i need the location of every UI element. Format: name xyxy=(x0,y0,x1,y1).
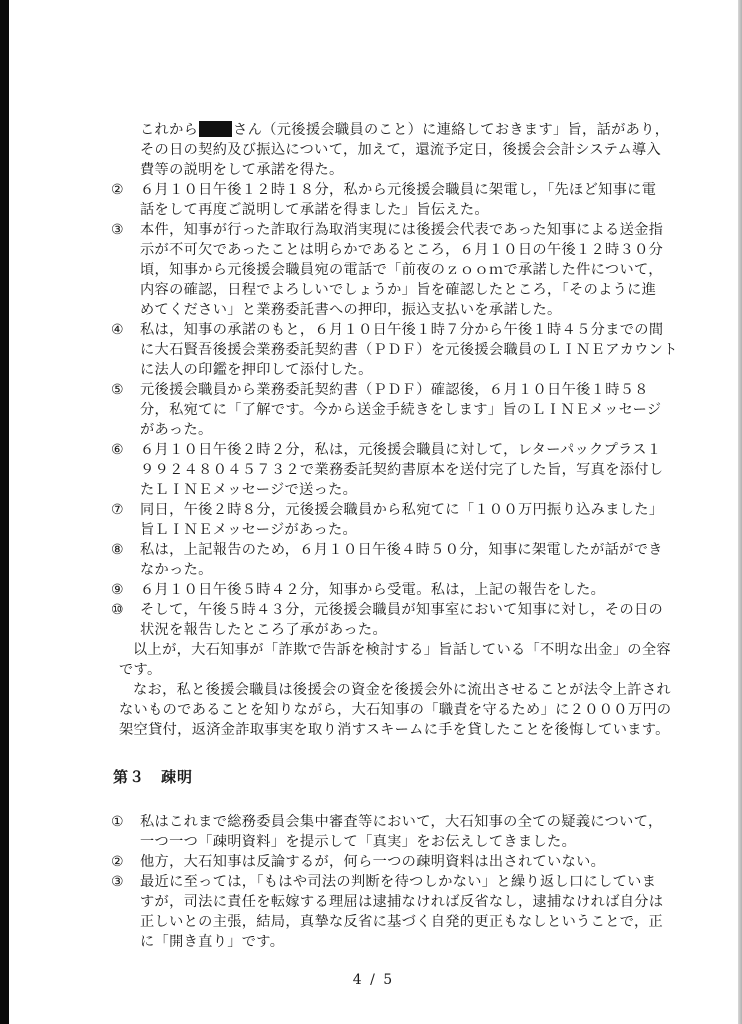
text-line: そして，午後５時４３分，元後援会職員が知事室において知事に対し，その日の xyxy=(140,602,664,618)
text-line: 旨ＬＩＮＥメッセージがあった。 xyxy=(140,522,358,538)
text-line: 他方，大石知事は反論するが，何ら一つの疎明資料は出されていない。 xyxy=(140,854,606,870)
item-marker: ③ xyxy=(111,222,125,238)
scan-edge-left xyxy=(0,0,9,1024)
paragraph-line: 以上が，大石知事が「詐欺で告訴を検討する」旨話している「不明な出金」の全容 xyxy=(133,642,671,658)
item-marker: ① xyxy=(111,814,125,830)
item-marker: ⑧ xyxy=(111,542,125,558)
text-line: 頃，知事から元後援会職員宛の電話で「前夜のｚｏｏｍで承諾した件について， xyxy=(140,262,663,278)
text-line: 同日，午後２時８分，元後援会職員から私宛てに「１００万円振り込みました」 xyxy=(140,502,664,518)
redaction-block xyxy=(199,121,232,137)
paragraph-line: です。 xyxy=(119,662,162,678)
item-marker: ⑤ xyxy=(111,382,125,398)
page-number: 4 / 5 xyxy=(352,972,395,988)
text-line: 本件，知事が行った詐取行為取消実現には後援会代表であった知事による送金指 xyxy=(140,222,664,238)
text-line: に「開き直り」です。 xyxy=(140,934,285,950)
item-marker: ③ xyxy=(111,874,125,890)
item-marker: ⑦ xyxy=(111,502,125,518)
text-line: があった。 xyxy=(140,422,213,438)
text-line: 私は，上記報告のため，６月１０日午後４時５０分，知事に架電したが話ができ xyxy=(140,542,663,558)
text-line: ６月１０日午後５時４２分，知事から受電。私は，上記の報告をした。 xyxy=(140,582,606,598)
item-marker: ⑩ xyxy=(111,602,125,618)
text-line: すが，司法に責任を転嫁する理屈は逮捕なければ反省なし，逮捕なければ自分は xyxy=(140,894,664,910)
item-marker: ④ xyxy=(111,322,125,338)
text-line: ６月１０日午後２時２分，私は，元後援会職員に対して，レターパックプラス１ xyxy=(140,442,662,458)
text-line: 費等の説明をして承諾を得た。 xyxy=(140,162,344,178)
item-marker: ② xyxy=(111,182,125,198)
text-line: 一つ一つ「疎明資料」を提示して「真実」をお伝えしてきました。 xyxy=(140,834,577,850)
text-line: なかった。 xyxy=(140,562,213,578)
item-marker: ⑨ xyxy=(111,582,125,598)
text-line: たＬＩＮＥメッセージで送った。 xyxy=(140,482,358,498)
text-line: 私は，知事の承諾のもと，６月１０日午後１時７分から午後１時４５分までの間 xyxy=(140,322,664,338)
text-line: 状況を報告したところ了承があった。 xyxy=(140,622,387,638)
text-line: 話をして再度ご説明して承諾を得ました」旨伝えた。 xyxy=(140,202,489,218)
item-marker: ⑥ xyxy=(111,442,125,458)
text-line: 元後援会職員から業務委託契約書（ＰＤＦ）確認後，６月１０日午後１時５８ xyxy=(140,382,649,398)
text-line: ６月１０日午後１２時１８分，私から元後援会職員に架電し，「先ほど知事に電 xyxy=(140,182,657,198)
document-page xyxy=(9,0,738,1024)
text-line: 分，私宛てに「了解です。今から送金手続きをします」旨のＬＩＮＥメッセージ xyxy=(140,402,662,418)
paragraph-line: なお，私と後援会職員は後援会の資金を後援会外に流出させることが法令上許され xyxy=(133,682,671,698)
text-line: その日の契約及び振込について，加えて，還流予定日，後援会会計システム導入 xyxy=(140,142,662,158)
paragraph-line: 架空貸付，返済金詐取事実を取り消すスキームに手を貸したことを後悔しています。 xyxy=(119,722,670,738)
text-line: に大石賢吾後援会業務委託契約書（ＰＤＦ）を元後援会職員のＬＩＮＥアカウント xyxy=(140,342,678,358)
text-line: めてください」と業務委託書への押印，振込支払いを承諾した。 xyxy=(140,302,562,318)
scan-edge-right xyxy=(738,0,742,1024)
text-line: に法人の印鑑を押印して添付した。 xyxy=(140,362,373,378)
text-line: 最近に至っては，「もはや司法の判断を待つしかない」と繰り返し口にしていま xyxy=(140,874,657,890)
text-line: 内容の確認，日程でよろしいでしょうか」旨を確認したところ，「そのように進 xyxy=(140,282,657,298)
paragraph-line: ないものであることを知りながら，大石知事の「職責を守るため」に２０００万円の xyxy=(119,702,672,718)
text-line: 正しいとの主張，結局，真摯な反省に基づく自発的更正もなしということで，正 xyxy=(140,914,664,930)
item-marker: ② xyxy=(111,854,125,870)
section-heading: 第３ 疎明 xyxy=(113,768,194,786)
text-line: これから さん（元後援会職員のこと）に連絡しておきます」旨，話があり， xyxy=(140,122,670,138)
text-line: ９９２４８０４５７３２で業務委託契約書原本を送付完了した旨，写真を添付し xyxy=(140,462,664,478)
text-line: 示が不可欠であったことは明らかであるところ，６月１０日の午後１２時３０分 xyxy=(140,242,664,258)
text-line: 私はこれまで総務委員会集中審査等において，大石知事の全ての疑義について， xyxy=(140,814,663,830)
